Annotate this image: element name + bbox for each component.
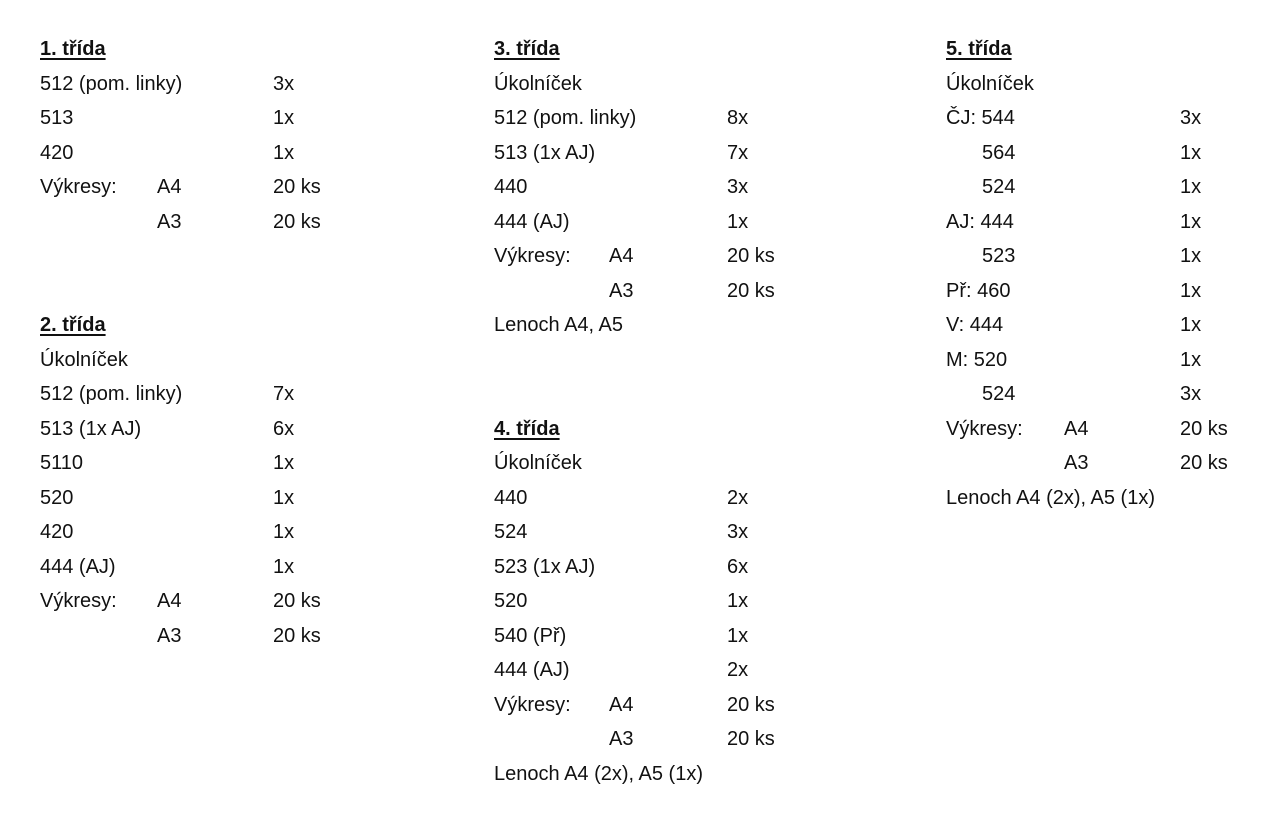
item-name: 420 xyxy=(40,141,74,164)
drawings-format: A4 xyxy=(609,693,634,716)
drawings-label: Výkresy: xyxy=(494,693,571,716)
item-qty: 1x xyxy=(1180,245,1202,267)
homework-notebook: Úkolníček xyxy=(40,348,128,371)
item-qty: 1x xyxy=(1180,176,1202,198)
item-qty: 2x xyxy=(727,486,749,509)
item-qty: 1x xyxy=(1180,348,1202,371)
class-4-title: 4. třída xyxy=(494,417,560,440)
class-3-title: 3. třída xyxy=(494,38,560,60)
item-qty: 2x xyxy=(727,659,749,681)
item-qty: 3x xyxy=(273,72,295,95)
item-qty: 1x xyxy=(727,590,749,612)
drawings-format: A3 xyxy=(157,624,182,647)
drawings-qty: 20 ks xyxy=(1180,452,1228,474)
item-qty: 3x xyxy=(1180,107,1202,129)
item-qty: 1x xyxy=(273,141,295,164)
item-qty: 1x xyxy=(273,555,295,578)
item-qty: 1x xyxy=(1180,141,1202,164)
item-name: 523 (1x AJ) xyxy=(494,555,596,578)
item-name: 440 xyxy=(494,486,528,509)
drawings-qty: 20 ks xyxy=(273,624,321,647)
item-qty: 8x xyxy=(727,107,749,129)
item-name: V: 444 xyxy=(946,314,1004,336)
item-name: AJ: 444 xyxy=(946,210,1014,233)
drawings-format: A4 xyxy=(609,245,634,267)
drawings-label: Výkresy: xyxy=(40,590,117,612)
item-qty: 1x xyxy=(1180,314,1202,336)
homework-notebook: Úkolníček xyxy=(494,72,582,95)
drawings-qty: 20 ks xyxy=(1180,417,1228,440)
drawings-format: A3 xyxy=(609,279,634,302)
homework-notebook: Úkolníček xyxy=(494,452,582,474)
item-name: 444 (AJ) xyxy=(494,659,570,681)
drawings-format: A3 xyxy=(609,728,634,750)
class-1-title: 1. třída xyxy=(40,38,106,60)
item-qty: 3x xyxy=(1180,383,1202,405)
item-qty: 3x xyxy=(727,521,749,543)
item-qty: 7x xyxy=(727,141,749,164)
drawings-qty: 20 ks xyxy=(727,245,775,267)
item-name: 520 xyxy=(40,486,74,509)
item-qty: 1x xyxy=(1180,210,1202,233)
lenoch-note: Lenoch A4 (2x), A5 (1x) xyxy=(946,486,1156,509)
drawings-label: Výkresy: xyxy=(946,417,1023,440)
item-name: ČJ: 544 xyxy=(946,107,1015,129)
item-name: 440 xyxy=(494,176,528,198)
item-name: 512 (pom. linky) xyxy=(40,72,183,95)
item-name: 520 xyxy=(494,590,528,612)
item-name: 524 xyxy=(982,176,1016,198)
drawings-label: Výkresy: xyxy=(40,176,117,198)
drawings-qty: 20 ks xyxy=(727,728,775,750)
drawings-qty: 20 ks xyxy=(273,176,321,198)
item-qty: 1x xyxy=(273,452,295,474)
item-name: Př: 460 xyxy=(946,279,1011,302)
lenoch-note: Lenoch A4 (2x), A5 (1x) xyxy=(494,762,704,785)
lenoch-note: Lenoch A4, A5 xyxy=(494,314,624,336)
item-name: 444 (AJ) xyxy=(494,210,570,233)
item-qty: 1x xyxy=(273,107,295,129)
item-qty: 1x xyxy=(727,210,749,233)
drawings-qty: 20 ks xyxy=(727,693,775,716)
item-name: 513 (1x AJ) xyxy=(40,417,142,440)
item-qty: 1x xyxy=(273,521,295,543)
item-name: 512 (pom. linky) xyxy=(494,107,637,129)
class-2-title: 2. třída xyxy=(40,314,106,336)
drawings-qty: 20 ks xyxy=(273,590,321,612)
item-name: 513 xyxy=(40,107,74,129)
homework-notebook: Úkolníček xyxy=(946,72,1034,95)
item-name: 513 (1x AJ) xyxy=(494,141,596,164)
item-name: 5110 xyxy=(40,452,84,474)
drawings-qty: 20 ks xyxy=(727,279,775,302)
item-name: 524 xyxy=(982,383,1016,405)
drawings-format: A3 xyxy=(157,210,182,233)
item-name: 444 (AJ) xyxy=(40,555,116,578)
drawings-label: Výkresy: xyxy=(494,245,571,267)
drawings-format: A4 xyxy=(157,590,182,612)
item-name: 420 xyxy=(40,521,74,543)
item-qty: 1x xyxy=(1180,279,1202,302)
item-name: 523 xyxy=(982,245,1016,267)
item-name: 512 (pom. linky) xyxy=(40,383,183,405)
item-name: 564 xyxy=(982,141,1016,164)
item-qty: 7x xyxy=(273,383,295,405)
drawings-format: A4 xyxy=(1064,417,1089,440)
item-qty: 1x xyxy=(273,486,295,509)
item-name: 524 xyxy=(494,521,528,543)
drawings-qty: 20 ks xyxy=(273,210,321,233)
class-5-title: 5. třída xyxy=(946,38,1012,60)
item-name: M: 520 xyxy=(946,348,1008,371)
item-qty: 3x xyxy=(727,176,749,198)
item-qty: 1x xyxy=(727,624,749,647)
item-qty: 6x xyxy=(273,417,295,440)
item-name: 540 (Př) xyxy=(494,624,567,647)
drawings-format: A3 xyxy=(1064,452,1089,474)
drawings-format: A4 xyxy=(157,176,182,198)
item-qty: 6x xyxy=(727,555,749,578)
